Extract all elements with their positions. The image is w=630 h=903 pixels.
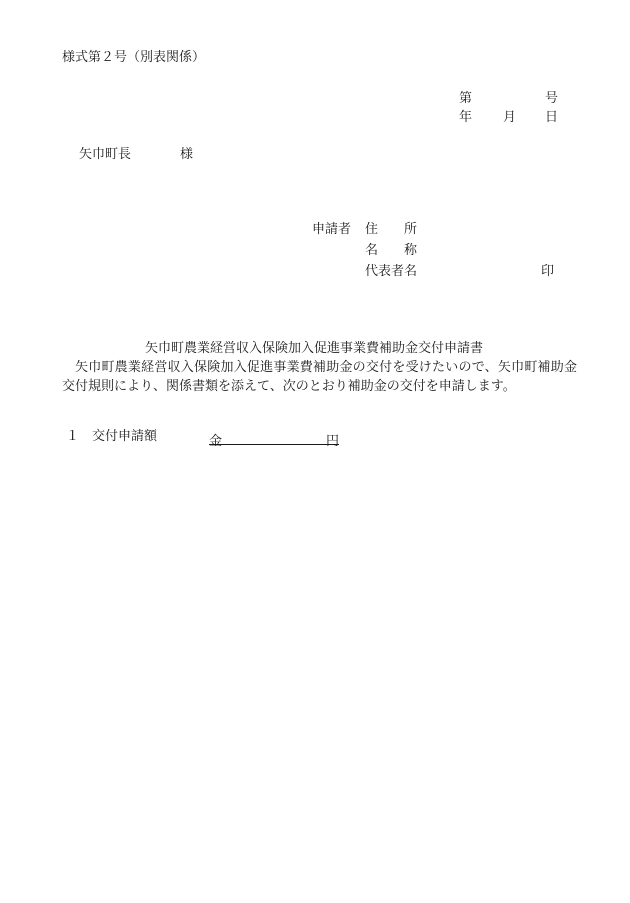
address-label-part2: 所 [404, 222, 418, 237]
name-label-part2: 称 [404, 243, 418, 258]
applicant-label: 申請者 [312, 222, 352, 237]
amount-field[interactable] [209, 428, 339, 449]
addressee-name: 矢巾町長 [79, 147, 132, 162]
amount-suffix: 円 [325, 434, 339, 449]
amount-prefix: 金 [209, 434, 223, 449]
document-title: 矢巾町農業経営収入保険加入促進事業費補助金交付申請書 [145, 341, 484, 356]
date-year: 年 [459, 110, 473, 125]
date-day: 日 [545, 110, 559, 125]
name-label-part1: 名 [365, 243, 379, 258]
document-number-suffix: 号 [545, 91, 559, 106]
representative-label: 代表者名 [365, 264, 418, 279]
item-label: 交付申請額 [92, 429, 158, 444]
body-paragraph: 矢巾町農業経営収入保険加入促進事業費補助金の交付を受けたいので、矢巾町補助金交付規則により、関係書類を添えて、次のとおり補助金の交付を申請します。 [62, 360, 577, 394]
address-label-part1: 住 [365, 222, 379, 237]
form-number: 様式第２号（別表関係） [62, 50, 206, 65]
seal-mark: 印 [541, 264, 555, 279]
date-month: 月 [503, 110, 517, 125]
item-number: １ [66, 429, 80, 444]
document-number-prefix: 第 [459, 91, 473, 106]
addressee-honorific: 様 [180, 147, 194, 162]
